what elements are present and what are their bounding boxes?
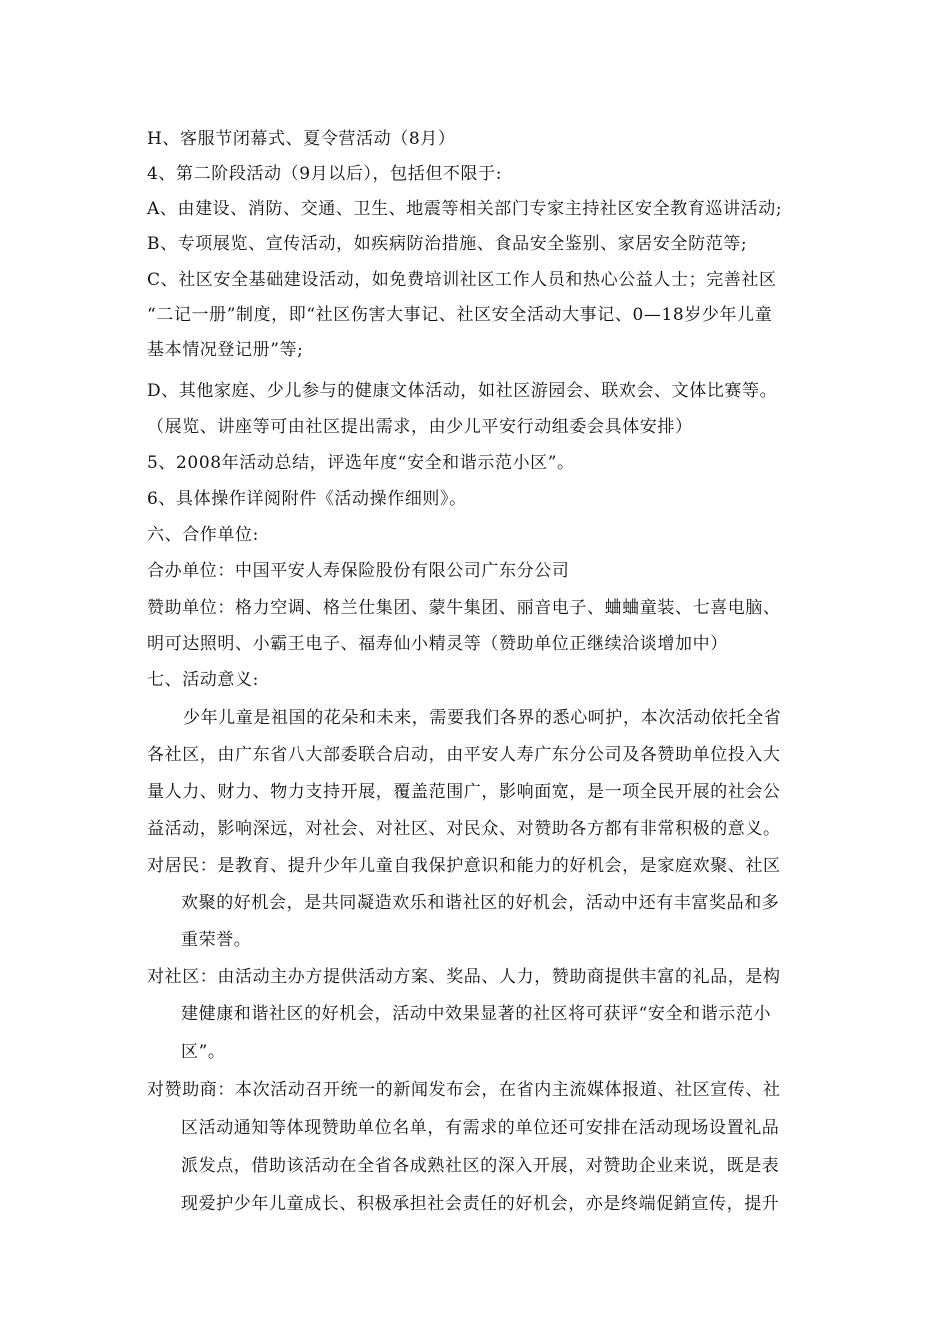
text-line-item-b: B、专项展览、宣传活动，如疾病防治措施、食品安全鉴别、家居安全防范等;: [147, 234, 748, 254]
text-line-sponsor-benefit-cont-2: 派发点，借助该活动在全省各成熟社区的深入开展，对赞助企业来说，既是表: [181, 1156, 780, 1176]
text-line-note: （展览、讲座等可由社区提出需求，由少儿平安行动组委会具体安排）: [147, 417, 693, 437]
text-line-sponsor-benefit-cont-3: 现爱护少年儿童成长、积极承担社会责任的好机会，亦是终端促銷宣传，提升: [181, 1194, 780, 1214]
text-line-item-a: A、由建设、消防、交通、卫生、地震等相关部门专家主持社区安全教育巡讲活动;: [147, 199, 783, 219]
text-line-sponsor-benefit-cont-1: 区活动通知等体现赞助单位名单，有需求的单位还可安排在活动现场设置礼品: [181, 1118, 780, 1138]
text-line-community-cont-2: 区”。: [181, 1042, 226, 1062]
text-line-residents-cont-1: 欢聚的好机会，是共同凝造欢乐和谐社区的好机会，活动中还有丰富奖品和多: [181, 893, 780, 913]
text-line-item-5: 5、2008年活动总结，评选年度“安全和谐示范小区”。: [147, 453, 575, 473]
paragraph-line-3: 量人力、财力、物力支持开展，覆盖范围广，影响面宽，是一项全民开展的社会公: [147, 782, 781, 802]
text-line-phase-two: 4、第二阶段活动（9月以后），包括但不限于:: [147, 164, 503, 184]
text-line-co-organizer: 合办单位：中国平安人寿保险股份有限公司广东分公司: [147, 561, 570, 581]
text-line-sponsor-benefit: 对赞助商：本次活动召开统一的新闻发布会，在省内主流媒体报道、社区宣传、社: [147, 1080, 781, 1100]
paragraph-line-4: 益活动，影响深远，对社会、对社区、对民众、对赞助各方都有非常积极的意义。: [147, 819, 781, 839]
text-line-community-cont-1: 建健康和谐社区的好机会，活动中效果显著的社区将可获评“安全和谐示范小: [181, 1004, 772, 1024]
paragraph-line-1: 少年儿童是祖国的花朵和未来，需要我们各界的悉心呵护，本次活动依托全省: [183, 708, 782, 728]
text-line-item-d: D、其他家庭、少儿参与的健康文体活动，如社区游园会、联欢会、文体比赛等。: [147, 381, 778, 401]
text-line-item-6: 6、具体操作详阅附件《活动操作细则》。: [147, 489, 467, 509]
section-heading-significance: 七、活动意义:: [147, 670, 259, 690]
text-line-item-h: H、客服节闭幕式、夏令营活动（8月）: [147, 129, 456, 149]
text-line-sponsors-cont: 明可达照明、小霸王电子、福寿仙小精灵等（赞助单位正继续洽谈增加中）: [147, 634, 728, 654]
text-line-item-c: C、社区安全基础建设活动，如免费培训社区工作人员和热心公益人士；完善社区: [147, 270, 777, 290]
section-heading-partners: 六、合作单位:: [147, 525, 259, 545]
paragraph-line-2: 各社区，由广东省八大部委联合启动，由平安人寿广东分公司及各赞助单位投入大: [147, 745, 781, 765]
text-line-residents: 对居民：是教育、提升少年儿童自我保护意识和能力的好机会，是家庭欢聚、社区: [147, 856, 781, 876]
text-line-item-c-cont-2: 基本情况登记册”等;: [147, 340, 304, 360]
text-line-community: 对社区：由活动主办方提供活动方案、奖品、人力，赞助商提供丰富的礼品，是构: [147, 967, 781, 987]
text-line-item-c-cont-1: “二记一册”制度，即“社区伤害大事记、社区安全活动大事记、0—18岁少年儿童: [147, 305, 773, 325]
text-line-sponsors: 赞助单位：格力空调、格兰仕集团、蒙牛集团、丽音电子、蛐蛐童装、七喜电脑、: [147, 598, 781, 618]
text-line-residents-cont-2: 重荣誉。: [181, 930, 252, 950]
